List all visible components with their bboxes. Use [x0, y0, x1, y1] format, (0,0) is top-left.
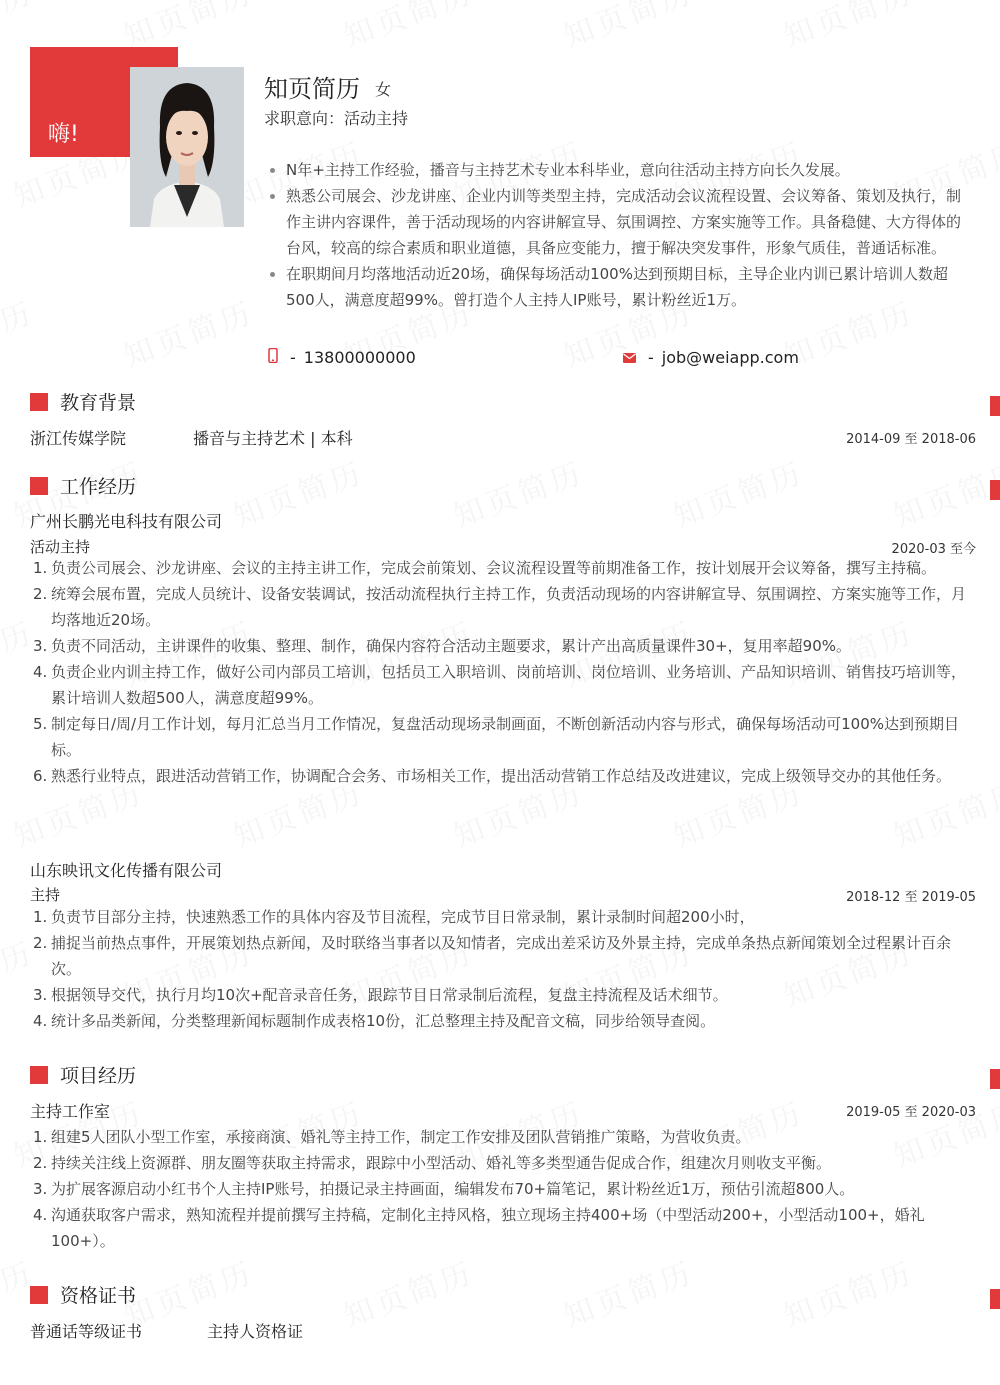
watermark-text [227, 448, 370, 536]
list-item-text: 组建5人团队小型工作室，承接商演、婚礼等主持工作，制定工作安排及团队营销推广策略，为营收负责。 [51, 1128, 751, 1146]
school-name: 浙江传媒学院 [30, 429, 127, 448]
list-item-text: 熟悉行业特点，跟进活动营销工作，协调配合会务、市场相关工作，提出活动营销工作总结及改进建议，完成上级领导交办的其他任务。 [51, 767, 952, 785]
list-item: 4. 负责企业内训主持工作，做好公司内部员工培训，包括员工入职培训、岗前培训、岗位培训、业务培训、产品知识培训、销售技巧培训等，累计培训人数超500人，满意度超99%。 [33, 663, 967, 707]
section-marker [30, 1286, 48, 1304]
job-intent-label: 求职意向： [264, 109, 345, 128]
watermark-text [777, 0, 920, 56]
job-duties-list [30, 555, 976, 789]
job-role: 活动主持 [30, 538, 91, 556]
summary-item: N年+主持工作经验，播音与主持艺术专业本科毕业，意向往活动主持方向长久发展。 [268, 157, 973, 183]
list-item-text: 负责节目部分主持，快速熟悉工作的具体内容及节目流程，完成节目日常录制，累计录制时间超200小时， [51, 908, 755, 926]
watermark-text [557, 0, 700, 56]
project-name: 主持工作室 [30, 1102, 111, 1121]
profile-photo [130, 67, 244, 227]
list-item: 4. 沟通获取客户需求，熟知流程并提前撰写主持稿，定制化主持风格，独立现场主持400+场（中型活动200+，小型活动100+，婚礼100+）。 [33, 1206, 925, 1250]
list-item: 5. 制定每日/周/月工作计划，每月汇总当月工作情况，复盘活动现场录制画面，不断创新活动内容与形式，确保每场活动可100%达到预期目标。 [33, 715, 959, 759]
phone-icon [268, 348, 278, 367]
section-title: 教育背景 [60, 392, 137, 414]
job-intent-value: 活动主持 [344, 109, 409, 128]
list-item-text: 负责不同活动，主讲课件的收集、整理、制作，确保内容符合活动主题要求，累计产出高质量课件30+，复用率超90%。 [51, 637, 852, 655]
section-title: 资格证书 [60, 1285, 137, 1307]
section-work-heading [30, 472, 136, 499]
candidate-gender: 女 [375, 80, 392, 99]
company-name: 山东映讯文化传播有限公司 [30, 861, 223, 880]
watermark-text [887, 448, 1000, 536]
job-role: 主持 [30, 886, 61, 904]
section-marker [30, 393, 48, 411]
phone-separator: - [290, 347, 296, 367]
job-role-row [30, 536, 976, 556]
list-item: 3. 根据领导交代，执行月均10次+配音录音任务，跟踪节目日常录制后流程，复盘主持流程及话术细节。 [33, 986, 728, 1004]
watermark-text [557, 1248, 700, 1336]
list-item-text: 为扩展客源启动小红书个人主持IP账号，拍摄记录主持画面，编辑发布70+篇笔记，累计粉丝近1万，预估引流超800人。 [51, 1180, 855, 1198]
list-item-text: 制定每日/周/月工作计划，每月汇总当月工作情况，复盘活动现场录制画面，不断创新活动内容与形式，确保每场活动可100%达到预期目标。 [51, 715, 959, 759]
phone-number[interactable]: 13800000000 [303, 347, 416, 367]
section-project-heading [30, 1061, 136, 1088]
list-item-text: 负责企业内训主持工作，做好公司内部员工培训，包括员工入职培训、岗前培训、岗位培训、业务培训、产品知识培训、销售技巧培训等，累计培训人数超500人，满意度超99%。 [51, 663, 967, 707]
cert-item: 普通话等级证书 [30, 1322, 143, 1341]
job-date: 2020-03 至今 [891, 542, 976, 557]
list-item-text: 统计多品类新闻，分类整理新闻标题制作成表格10份，汇总整理主持及配音文稿，同步给领导查阅。 [51, 1012, 716, 1030]
project-date: 2019-05 至 2020-03 [846, 1105, 976, 1120]
section-title: 项目经历 [60, 1065, 137, 1087]
job-intent [264, 106, 408, 129]
watermark-text [337, 1248, 480, 1336]
summary-item: 在职期间月均落地活动近20场，确保每场活动100%达到预期目标，主导企业内训已累计培训人数超500人，满意度超99%。曾打造个人主持人IP账号，累计粉丝近1万。 [268, 261, 973, 313]
watermark-text [667, 448, 810, 536]
job-date: 2018-12 至 2019-05 [846, 890, 976, 905]
project-items-list [30, 1124, 976, 1254]
list-item: 1. 组建5人团队小型工作室，承接商演、婚礼等主持工作，制定工作安排及团队营销推广策略，为营收负责。 [33, 1128, 751, 1146]
list-item: 1. 负责公司展会、沙龙讲座、会议的主持主讲工作，完成会前策划、会议流程设置等前期准备工作，按计划展开会议筹备，撰写主持稿。 [33, 559, 937, 577]
list-item-text: 根据领导交代，执行月均10次+配音录音任务，跟踪节目日常录制后流程，复盘主持流程及话术细节。 [51, 986, 728, 1004]
education-date: 2014-09 至 2018-06 [846, 432, 976, 447]
project-row [30, 1099, 976, 1119]
email-separator: - [648, 347, 654, 367]
list-item: 6. 熟悉行业特点，跟进活动营销工作，协调配合会务、市场相关工作，提出活动营销工作总结及改进建议，完成上级领导交办的其他任务。 [33, 767, 952, 785]
greeting: 嗨! [48, 122, 79, 147]
list-item-text: 统筹会展布置，完成人员统计、设备安装调试，按活动流程执行主持工作，负责活动现场的内容讲解宣导、氛围调控、方案实施等工作，月均落地近20场。 [51, 585, 967, 629]
list-item-text: 捕捉当前热点事件，开展策划热点新闻，及时联络当事者以及知情者，完成出差采访及外景主持，完成单条热点新闻策划全过程累计百余次。 [51, 934, 952, 978]
section-title: 工作经历 [60, 476, 137, 498]
list-item: 2. 捕捉当前热点事件，开展策划热点新闻，及时联络当事者以及知情者，完成出差采访及外景主持，完成单条热点新闻策划全过程累计百余次。 [33, 934, 952, 978]
list-item-text: 持续关注线上资源群、朋友圈等获取主持需求，跟踪中小型活动、婚礼等多类型通告促成合作，组建次月则收支平衡。 [51, 1154, 832, 1172]
candidate-name: 知页简历 [264, 75, 360, 103]
watermark-text [337, 0, 480, 56]
email-contact [623, 346, 799, 368]
job-duties-list [30, 904, 976, 1034]
list-item-text: 负责公司展会、沙龙讲座、会议的主持主讲工作，完成会前策划、会议流程设置等前期准备工作，按计划展开会议筹备，撰写主持稿。 [51, 559, 937, 577]
mail-icon [623, 348, 636, 367]
watermark-text [447, 448, 590, 536]
education-major: 播音与主持艺术 | 本科 [193, 429, 353, 448]
list-item: 1. 负责节目部分主持，快速熟悉工作的具体内容及节目流程，完成节目日常录制，累计录制时间超200小时， [33, 908, 755, 926]
section-marker [30, 477, 48, 495]
phone-contact [268, 346, 416, 368]
summary-item: 熟悉公司展会、沙龙讲座、企业内训等类型主持，完成活动会议流程设置、会议筹备、策划及执行，制作主讲内容课件，善于活动现场的内容讲解宣导、氛围调控、方案实施等工作。具备稳健、大方得体的台风，较高的综合素质和职业道德，具备应变能力，擅于解决突发事件，形象气质佳，普通话标准。 [268, 183, 973, 261]
list-item: 2. 持续关注线上资源群、朋友圈等获取主持需求，跟踪中小型活动、婚礼等多类型通告促成合作，组建次月则收支平衡。 [33, 1154, 832, 1172]
list-item: 4. 统计多品类新闻，分类整理新闻标题制作成表格10份，汇总整理主持及配音文稿，同步给领导查阅。 [33, 1012, 716, 1030]
section-marker [30, 1066, 48, 1084]
company-name: 广州长鹏光电科技有限公司 [30, 512, 223, 531]
list-item: 3. 负责不同活动，主讲课件的收集、整理、制作，确保内容符合活动主题要求，累计产出高质量课件30+，复用率超90%。 [33, 637, 852, 655]
side-marker [990, 480, 1000, 500]
section-education-heading [30, 388, 136, 415]
section-cert-heading [30, 1281, 136, 1308]
side-marker [990, 396, 1000, 416]
list-item: 2. 统筹会展布置，完成人员统计、设备安装调试，按活动流程执行主持工作，负责活动现场的内容讲解宣导、氛围调控、方案实施等工作，月均落地近20场。 [33, 585, 967, 629]
watermark-text [0, 288, 39, 376]
watermark-text [117, 288, 260, 376]
email-address[interactable]: job@weiapp.com [661, 347, 799, 367]
list-item: 3. 为扩展客源启动小红书个人主持IP账号，拍摄记录主持画面，编辑发布70+篇笔记，累计粉丝近1万，预估引流超800人。 [33, 1180, 855, 1198]
list-item-text: 沟通获取客户需求，熟知流程并提前撰写主持稿，定制化主持风格，独立现场主持400+场（中型活动200+，小型活动100+，婚礼100+）。 [51, 1206, 925, 1250]
watermark-text [777, 1248, 920, 1336]
summary-list [268, 157, 973, 313]
side-marker [990, 1069, 1000, 1089]
side-marker [990, 1289, 1000, 1309]
cert-item: 主持人资格证 [207, 1322, 304, 1341]
job-role-row [30, 884, 976, 904]
